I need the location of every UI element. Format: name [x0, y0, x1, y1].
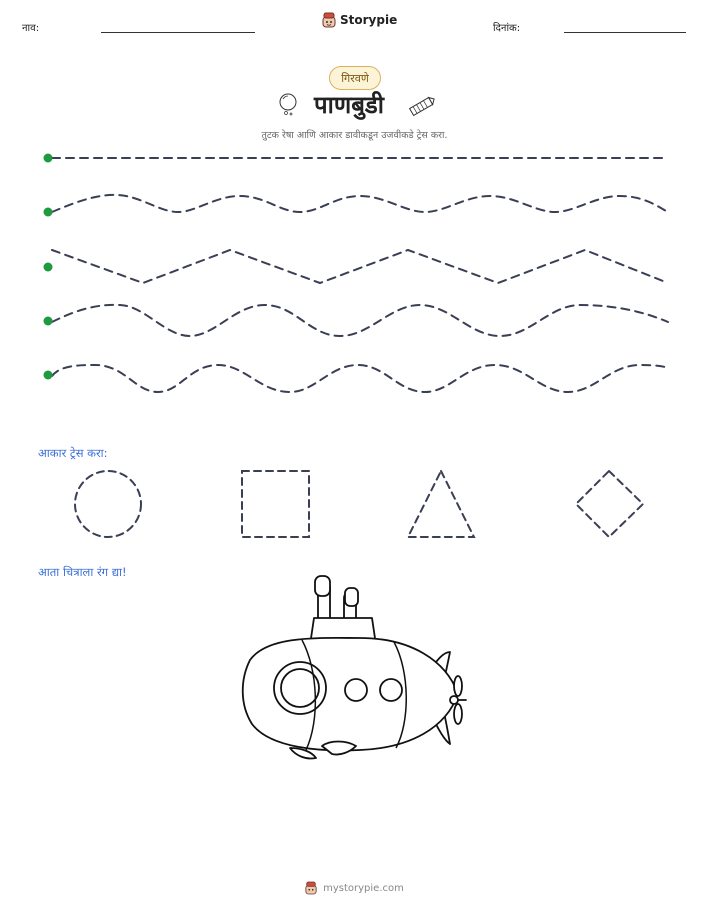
date-line[interactable]: [564, 32, 686, 33]
trace-shape-square: [242, 471, 309, 537]
start-dot-3: [44, 263, 53, 272]
storypie-logo-icon: [305, 881, 317, 895]
trace-line-zigzag: [52, 250, 668, 283]
brand-logo: [322, 12, 397, 28]
footer: [0, 881, 709, 895]
date-label: दिनांक:: [493, 23, 521, 34]
name-label: नाव:: [22, 23, 40, 34]
trace-lines: [0, 140, 709, 400]
start-dot-2: [44, 208, 53, 217]
start-dot-5: [44, 371, 53, 380]
trace-line-wave-3: [52, 365, 668, 392]
pencil-icon: [407, 94, 437, 118]
footer-site[interactable]: mystorypie.com: [323, 882, 404, 894]
coloring-heading: आता चित्राला रंग द्या!: [38, 565, 127, 579]
bubble-icon: [276, 92, 300, 118]
trace-shapes: [0, 460, 709, 550]
trace-line-wave-2: [52, 305, 668, 336]
shapes-heading: आकार ट्रेस करा:: [38, 446, 108, 460]
brand-name: Storypie: [340, 13, 398, 27]
trace-shape-triangle: [408, 471, 474, 537]
page-title: पाणबुडी: [314, 91, 384, 119]
submarine-picture[interactable]: [236, 570, 476, 770]
instruction-text: तुटक रेषा आणि आकार डावीकडून उजवीकडे ट्रेस करा.: [261, 130, 448, 141]
trace-line-wave-1: [52, 195, 668, 212]
category-badge: गिरवणे: [329, 66, 381, 90]
trace-shape-circle: [75, 471, 141, 537]
start-dot-4: [44, 317, 53, 326]
start-dot-1: [44, 154, 53, 163]
name-line[interactable]: [101, 32, 255, 33]
trace-shape-diamond: [576, 471, 643, 537]
storypie-logo-icon: [322, 12, 336, 28]
